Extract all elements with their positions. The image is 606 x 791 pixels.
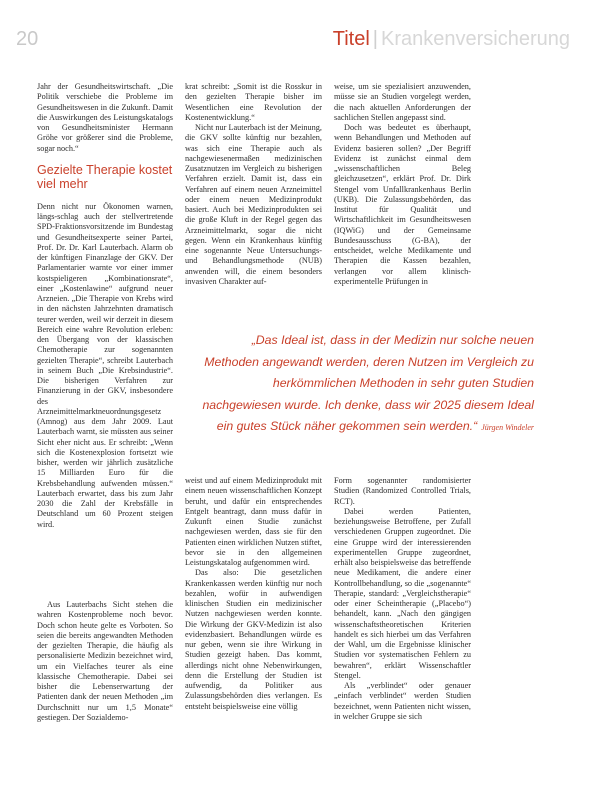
- column-3-upper: [334, 82, 471, 287]
- pull-quote-author: Jürgen Windeler: [481, 423, 534, 432]
- column-2-lower: [185, 476, 322, 712]
- paragraph: Aus Lauterbachs Sicht stehen die wahren Kostenprobleme noch bevor. Doch schon heute gelte es Vorboten. So seien die bereits angewandten Methoden der gezielten Therapie, die häufig als personalisierte Medizin bezeichnet wird, um ein Vielfaches teurer als eine klassische Chemotherapie. Dabei sei bisher die Lebenserwartung der Patienten dank der neuen Methoden „im Durchschnitt nur um 1,5 Monate“ gestiegen. Der Sozialdemo-: [37, 600, 173, 722]
- pull-quote: [196, 330, 534, 439]
- paragraph: Das also: Die gesetzlichen Krankenkassen werden künftig nur noch bezahlen, wofür in aufwendigen klinischen Studien ein medizinischer Nutzen nachgewiesen werden konnte. Die Wirkung der GKV-Medizin ist also evidenzbasiert. Behandlungen würde es nur geben, wenn sie ihre Wirkung in Studien gezeigt haben. Das kommt, allerdings nicht ohne Nebenwirkungen, denn die Erstellung der Studien ist aufwendig, da Politiker aus Zulassungsbehörden dies verlangen. Es entsteht beispielsweise eine völlig: [185, 568, 322, 711]
- section-title: [333, 28, 570, 51]
- section-title-sub: Krankenversicherung: [381, 28, 570, 50]
- column-1-lower: [37, 600, 173, 723]
- paragraph: Als „verblindet“ oder genauer „einfach verblindet“ werden Studien bezeichnet, wenn Patienten nicht wissen, in welcher Gruppe sie sich: [334, 681, 471, 721]
- paragraph: weist und auf einem Medizinprodukt mit einem neuen wissenschaftlichen Konzept beruht, und dafür ein entsprechendes Entgelt beantragt, dann muss dafür in Zukunft einen Studie zunächst nachgewiesen werden, dass sie für den Patienten einen wirklichen Nutzen stiftet, bevor sie in den allgemeinen Leistungskatalog aufgenommen wird.: [185, 476, 322, 567]
- paragraph: Denn nicht nur Ökonomen warnen, längs-schlag auch der stellvertretende SPD-Fraktionsvorsitzende im Bundestag und Gesundheitsexperte seiner Partei, Prof. Dr. Dr. Karl Lauterbach. Alarm ob der künftigen Finanzlage der GKV. Der Parlamentarier warnte vor einer immer kostspieligeren „Kombinationsrate“, einer „Kostenlawine“ aufgrund neuer Arzneien. „Die Therapie von Krebs wird in den nächsten Jahrzehnten dramatisch teurer werden, weil wir derzeit in diesem Bereich eine wahre Revolution erleben: den Übergang von der klassischen Chemotherapie zur sogenannten gezielten Therapie“, schreibt Lauterbach in seinem Buch „Die Krebsindustrie“. Die bisherigen Verfahren zur Finanzierung in der GKV, insbesondere des Arzneimittelmarktneuordnungsgesetz (Amnog) aus dem Jahr 2009. Laut Lauterbach warnt, sie müssten aus seiner Sicht eher nicht aus. Er schreibt: „Wenn sich die Kostenexplosion fortsetzt wie bisher, werden wir jährlich zusätzliche 15 Milliarden Euro für die Krebsbehandlung aufwenden müssen.“ Lauterbach erwartet, dass bis zum Jahr 2030 die Zahl der Krebsfälle in Deutschland um 60 Prozent steigen wird.: [37, 201, 173, 529]
- pull-quote-text: „Das Ideal ist, dass in der Medizin nur solche neuen Methoden angewandt werden, deren Nutzen im Vergleich zu herkömmlichen Methoden in sehr guten Studien nachgewiesen wurde. Ich denke, dass wir 2025 diesem Ideal ein gutes Stück näher gekommen sein werden.“: [202, 333, 534, 433]
- paragraph: Jahr der Gesundheitswirtschaft. „Die Politik verschiebe die Probleme im Gesundheitswesen in die Zukunft. Damit die Auswirkungen des Leistungskatalogs von Gesundheitsminister Hermann Gröhe vor größerer sind die Probleme, sogar noch.“: [37, 82, 173, 153]
- column-1-upper: [37, 82, 173, 530]
- page-number: 20: [16, 28, 39, 50]
- paragraph: krat schreibt: „Somit ist die Rosskur in den gezielten Therapie bisher im Wesentlichen eine Revolution der Kostenentwicklung.“: [185, 82, 322, 122]
- paragraph: Nicht nur Lauterbach ist der Meinung, die GKV sollte künftig nur bezahlen, was sich eine Therapie auch als nachgewiesenermaßen medizinischen Zusatznutzen im Vergleich zu bisherigen Verfahren erzielt. Damit ist, dass ein Verfahren auf einem neuen Arzneimittel oder einem neuen Medizinprodukt basiert. Auch bei Medizinprodukten sei die große Kluft in der Regel gegen das Arzneimittelmarkt, sogar die nicht gegen. Wenn ein Krankenhaus künftig eine sogenannte Neue Untersuchungs- und Behandlungsmethode (NUB) anwenden will, die einem besonders invasiven Charakter auf-: [185, 123, 322, 286]
- column-3-lower: [334, 476, 471, 722]
- section-title-separator: |: [372, 28, 378, 50]
- subheading: Gezielte Therapie kostet viel mehr: [37, 162, 173, 192]
- paragraph: weise, um sie spezialisiert anzuwenden, müsse sie an Studien vorgelegt werden, die nach aktuellen Anforderungen der sachlichen Stellen angepasst sind.: [334, 82, 471, 122]
- column-2-upper: [185, 82, 322, 287]
- section-title-main: Titel: [332, 28, 370, 50]
- paragraph: Form sogenannter randomisierter Studien (Randomized Controlled Trials, RCT).: [334, 476, 471, 506]
- paragraph: Dabei werden Patienten, beziehungsweise Betroffene, per Zufall verschiedenen Gruppen zugeordnet. Die eine Gruppe wird der interessierenden experimentellen Gruppe zugeordnet, erhält also beispielsweise das betreffende neue Medikament, die andere einer Kontrollbehandlung, so die „sogenannte“ Therapie, standard: „Vergleichstherapie“ oder einer Scheintherapie („Placebo“) behandelt, kann. „Nach den gängigen wissenschaftstheoretischen Kriterien handelt es sich hierbei um das Verfahren der Wahl, um die Ergebnisse klinischer Studien vor systematischen Fehlern zu bewahren“, erklärt Wissenschaftler Stengel.: [334, 506, 471, 680]
- paragraph: Doch was bedeutet es überhaupt, wenn Behandlungen und Methoden auf Evidenz basieren sollen? „Der Begriff Evidenz ist zunächst einmal dem „wissenschaftlichen Beleg gleichzusetzen“, erklärt Prof. Dr. Dirk Stengel vom Unfallkrankenhaus Berlin (UKB). Die Zulassungsbehörden, das Institut für Qualität und Wirtschaftlichkeit im Gesundheitswesen (IQWiG) und der Gemeinsame Bundesausschuss (G-BA), der entscheidet, welche Medikamente und Therapien die Kassen bezahlen, verlangen vor allem klinisch-experimentelle Prüfungen in: [334, 123, 471, 286]
- page-header: [16, 28, 570, 58]
